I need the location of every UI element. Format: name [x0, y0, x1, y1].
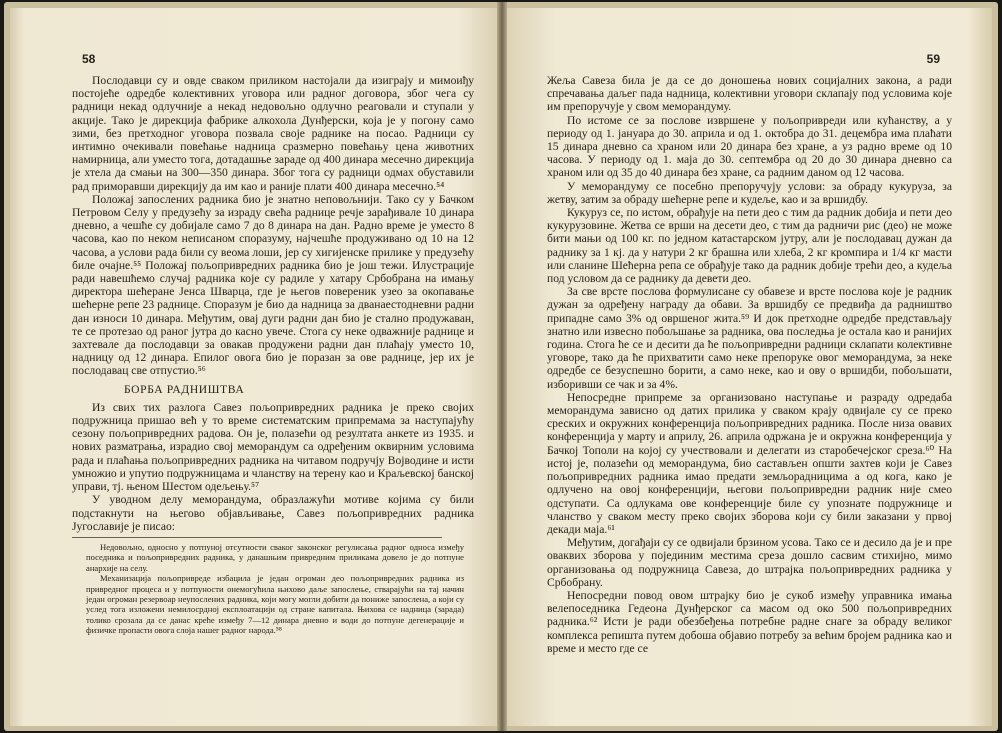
page-number: 59	[926, 52, 940, 66]
right-page	[507, 8, 992, 726]
section-heading: БОРБА РАДНИШТВА	[124, 382, 245, 396]
paragraph: Кукуруз се, по истом, обрађује на пети део с тим да радник добија и пети део кукурузовине. Жетва се врши на десети део, с тим да радничи рис (део) не може бити мањи од 100 кг. по једном катастарском јутру, али је послодавац дужан да раднику за 1 кј. да у натури 2 кг брашна или хлеба, 2 кг кромпира и 1/4 кг масти или сланине Шећерна репа се обрађује тако да радник добије трећи део, а кудеља под условом да се раднику да девети део.	[547, 206, 952, 286]
paragraph: Међутим, догађаји су се одвијали брзином усова. Тако се и десило да је и пре оваквих зборова у појединим местима среза дошло сасвим стихијно, мимо организовања од подружница Савеза, до штрајка пољопривредних радника у Србобрану.	[547, 536, 952, 589]
page-number: 58	[82, 52, 96, 66]
paragraph: Жеља Савеза била је да се до доношења нових социјалних закона, а ради спречавања даљег пада надница, колективни уговори склапају под условима које им препоручује у свом меморандуму.	[547, 74, 952, 114]
right-page-text	[547, 74, 952, 655]
paragraph: Из свих тих разлога Савез пољопривредних радника је преко својих подружница пришао већ у то време систематским припремама за наступајућу сезону пољопривредних радова. Он је, полазећи од резултата анкете из 1935. и нових разматрања, израдио свој меморандум са одређеним оквирним условима рада и плаћања пољопривредних радника на читавом подручју Војводине и исти умножио и упутио подружницама и чланству на терену као и Краљевској банској управи, тј. њеном Шестом одељењу.⁵⁷	[72, 400, 474, 494]
quote-paragraph: Недовољно, односно у потпуној отсутности сваког законског регулисања радног односа између поседника и пољопривредних радника, у данашњим привредним приликама довело је до потпуне анархије на селу.	[86, 541, 464, 573]
paragraph: У уводном делу меморандума, образлажући мотиве којима су били подстакнути на његово објављивање, Савез пољопривредних радника Југославије је писао:	[72, 493, 474, 533]
book-gutter	[497, 2, 507, 731]
book-spread	[4, 2, 998, 731]
left-page-text	[72, 74, 474, 636]
paragraph: Положај запослених радника био је знатно неповољнији. Тако су у Бачком Петровом Селу у предузећу за израду свећа раднице речје зарађивале 10 динара дневно, а чешће су добијале само 7 до 8 динара на дан. Радно време је уместо 8 часова, као по неком неписаном споразуму, најчешће продуживано од 10 на 12 часова, а услови рада били су веома лоши, јер су хигијенске прилике у предузећу биле очајне.⁵⁵ Положај пољопривредних радника био је још тежи. Илустрације ради навешћемо случај радника које су радиле у хатару Србобрана на имању директора шећеране Јенсa Шварца, где је његов повереник узео за окопавање шећерне репе 23 раднице. Споразум је био да надница за дванаестодневни радни дан износи 10 динара. Међутим, овај дуги радни дан био је стално продужаван, те се протезао од раног јутра до касно увече. Стога су неке одважније раднице и захтевале да послодавци за овакав продужени радни дан плаћају уместо 10, надницу од 12 динара. Епилог овога био је поразан за ове раднице, јер их је послодавац све отпустио.⁵⁶	[72, 192, 474, 378]
paragraph: Непосредни повод овом штрајку био је сукоб између управника имања велепоседника Гедеона Дунђерског са масом од око 500 пољопривредних радника.⁶² Исти је ради обезбеђења потребне радне снаге за обраду великог комплекса репишта путем добоша објавио потребу за већим бројем радника као и време и место где се	[547, 588, 952, 655]
paragraph: По истоме се за послове извршене у пољопривреди или кућанству, а у периоду од 1. јануара до 30. априла и од 1. октобра до 31. децембра има плаћати 15 динара дневно са храном или 20 динара без хране, а уз радно време од 10 часова. У периоду од 1. маја до 30. септембра од 20 до 30 динара дневно са храном или од 35 до 40 динара без хране, са радним даном од 12 часова.	[547, 113, 952, 180]
paragraph: Непосредне припреме за организовано наступање и разраду одредаба меморандума зависно од датих прилика у сваком крају одвијале су се преко среских и окружних конференција пољопривредних радника. После низа овавих конференција у марту и априлу, 26. априла одржана је и окружна конференција у Бачкој Тополи на којој су учествовали и делегати из старобечејског среза.⁶⁰ На истој је, полазећи од меморандума, био састављен општи захтев који је Савез пољопривредних радника имао предати земљорадницима а од кога, како је одлучено на овој конференцији, његови пољопривредни радник није смео одступати. Са одлукама ове конференције биле су упознате подружнице и чланство у сваком месту преко својих зборова који су били заказани у првој декади маја.⁶¹	[547, 390, 952, 536]
divider	[72, 537, 442, 538]
left-page	[10, 8, 497, 726]
quote-paragraph: Механизација пољопривреде избацила је један огроман део пољопривредних радника из привредног процеса и у потпуности онемогућила њихово даље запослење, стварајући на тај начин један огроман резервоар неупослених радника, који могу могли добити да пониже запослена, а који су услед тога изложени немилосрдној експлоатацији од стране капитала. Њихова се надница (зарада) толико срозала да се данас креће између 7—12 динара дневно и води до потпуне дегенерације и физичке пропасти овога слоја нашег радног народа.⁵⁸	[86, 573, 464, 636]
paragraph: У меморандуму се посебно препоручују услови: за обраду кукуруза, за жетву, затим за обраду шећерне репе и кудеље, као и за вршидбу.	[547, 179, 952, 206]
paragraph: Послодавци су и овде сваком приликом настојали да изиграју и мимоиђу постојеће одредбе колективних уговора или радног договора, због чега су радници некад одлучније а некад недовољно одлучно реаговали и ступали у акције. Тако је дирекција фабрике алкохола Дунђерски, која је у погону само зими, без претходног уговора позвала своје раднике на посао. Радници су интимно очекивали повећање надница сразмерно повећању цена животних намирница, али уместо тога, дотадашње зараде од 400 динара месечно дирекција је хтела да смањи на 300—350 динара. Због тога су радници одмах обуставили рад приморавши дирекцију да им као и раније плати 400 динара месечно.⁵⁴	[72, 74, 474, 193]
paragraph: За све врсте послова формулисане су обавезе и врсте послова које је радник дужан за одређену награду да обави. За вршидбу се предвиђа да радништво припадне само 3% од овршеног жита.⁵⁹ И док претходне одредбе представљају знатно или извесно побољшање за радника, ова последња је остала као и ранијих година. Стога ће се и десити да ће пољопривредни радници склапати колективне уговоре, тако да ће прихватити само неке препоруке овог меморандума, за неке одредбе се безуспешно борити, а само неке, као и ову о вршидби, побољшати, изборивши се чак и за 4%.	[547, 285, 952, 391]
block-quote	[86, 542, 464, 636]
